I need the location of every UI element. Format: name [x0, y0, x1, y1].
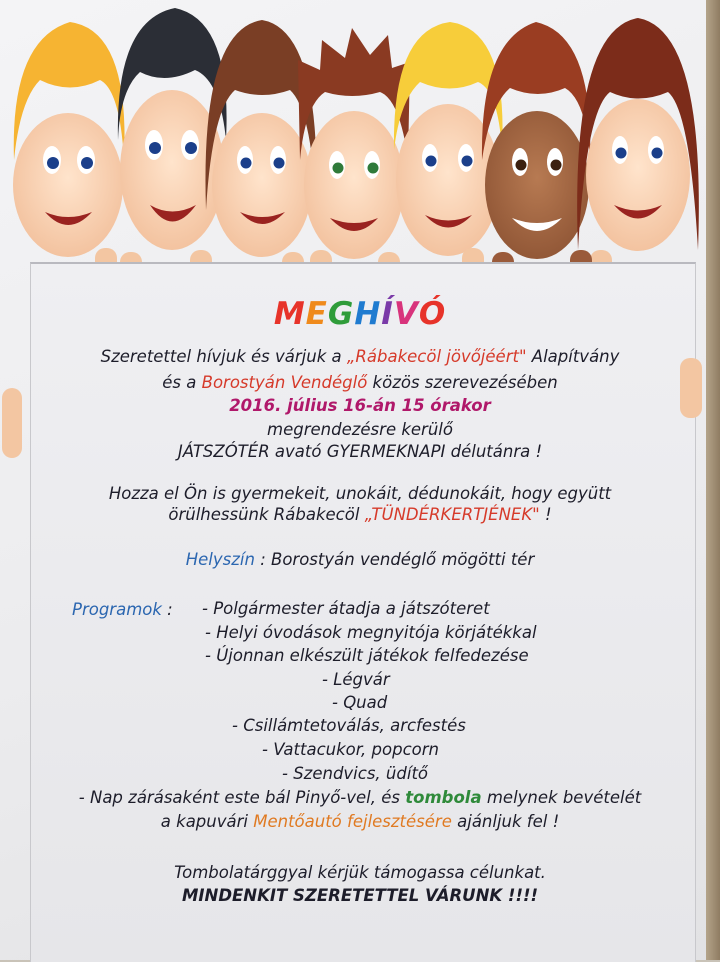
program-item: - Polgármester átadja a játszóteret: [202, 599, 490, 618]
location-line: Helyszín : Borostyán vendéglő mögötti tér: [185, 550, 535, 569]
invite-line-2: és a Borostyán Vendéglő közös szerevezésében: [162, 373, 558, 392]
closing-line-4: MINDENKIT SZERETETTEL VÁRUNK !!!!: [181, 886, 539, 905]
program-item: - Csillámtetoválás, arcfestés: [232, 716, 466, 735]
closing-line-1: - Nap zárásaként este bál Pinyő-vel, és tombola melynek bevételét: [78, 788, 642, 807]
program-item: - Helyi óvodások megnyitója körjátékkal: [205, 623, 537, 642]
child-face-4: [298, 28, 410, 259]
child-face-7: [577, 18, 699, 251]
event-date: 2016. július 16-án 15 órakor: [229, 396, 491, 415]
child-face-6: [482, 22, 590, 259]
title-letter: H: [354, 296, 382, 332]
programs-label: Programok :: [72, 600, 173, 619]
closing-line-2: a kapuvári Mentőautó fejlesztésére ajánljuk fel !: [160, 812, 560, 831]
program-item: - Légvár: [322, 670, 390, 689]
invite-line-5: JÁTSZÓTÉR avató GYERMEKNAPI délutánra !: [177, 442, 543, 461]
title-letter: E: [305, 296, 328, 332]
title-letter: Ó: [418, 296, 447, 332]
title-letter: Í: [381, 296, 394, 332]
title-letter: G: [327, 296, 355, 332]
body-line-2: örülhessünk Rábakecöl „TÜNDÉRKERTJÉNEK" !: [168, 505, 552, 524]
page-title: [0, 296, 720, 332]
child-face-5: [394, 22, 503, 256]
children-illustration: [0, 0, 720, 300]
program-item: - Vattacukor, popcorn: [262, 740, 439, 759]
program-item: - Quad: [332, 693, 388, 712]
body-line-1: Hozza el Ön is gyermekeit, unokáit, dédunokáit, hogy együtt: [108, 484, 612, 503]
title-letter: V: [393, 296, 419, 332]
closing-line-3: Tombolatárggyal kérjük támogassa célunkat.: [174, 863, 546, 882]
title-letter: M: [273, 296, 306, 332]
child-face-1: [13, 22, 125, 257]
invite-line-4: megrendezésre kerülő: [267, 420, 453, 439]
program-item: - Szendvics, üdítő: [282, 764, 429, 783]
program-item: - Újonnan elkészült játékok felfedezése: [205, 646, 529, 665]
invite-line-1: Szeretettel hívjuk és várjuk a „Rábakecöl jövőjéért" Alapítvány: [100, 347, 620, 366]
